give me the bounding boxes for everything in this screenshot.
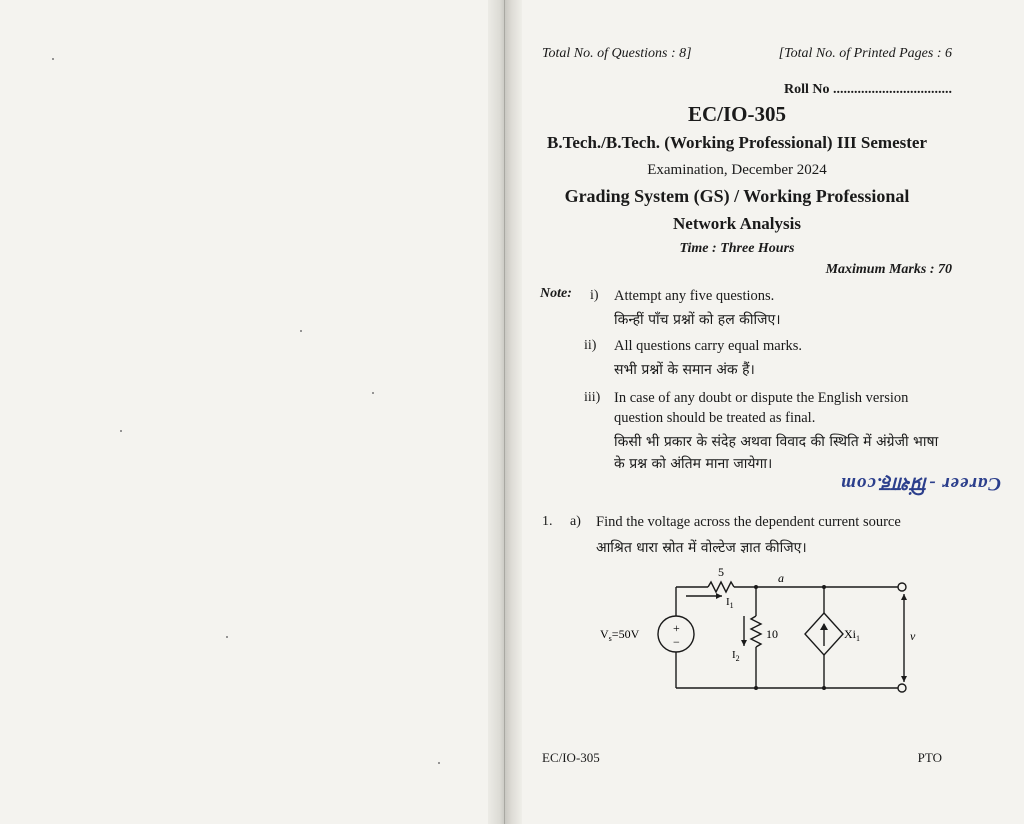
current-i2-label: $I_2$ bbox=[732, 649, 740, 663]
scan-speck bbox=[226, 636, 228, 638]
note-text-en: All questions carry equal marks. bbox=[614, 338, 803, 354]
question-number: 1. bbox=[542, 514, 553, 529]
note-number: ii) bbox=[584, 338, 597, 353]
total-questions: Total No. of Questions : 8] bbox=[542, 46, 692, 61]
course-title: B.Tech./B.Tech. (Working Professional) III Semester bbox=[547, 133, 927, 152]
note-label: Note: bbox=[540, 286, 572, 301]
exam-duration: Time : Three Hours bbox=[679, 241, 795, 256]
question-part: a) bbox=[570, 514, 581, 529]
node-a-label: a bbox=[778, 571, 784, 585]
total-pages: [Total No. of Printed Pages : 6 bbox=[778, 46, 952, 61]
note-number: iii) bbox=[584, 390, 601, 405]
ink-stamp: Career -प्रिंशाह.com bbox=[840, 473, 1002, 494]
note-text-en: In case of any doubt or dispute the English version bbox=[614, 390, 909, 406]
roll-no-label: Roll No .................................. bbox=[784, 82, 952, 97]
question-text-en: Find the voltage across the dependent current source bbox=[596, 514, 901, 530]
footer-paper-code: EC/IO-305 bbox=[542, 750, 600, 765]
note-text-en: question should be treated as final. bbox=[614, 410, 816, 426]
page-fold-shadow bbox=[488, 0, 522, 824]
page-fold-line bbox=[504, 0, 505, 824]
note-number: i) bbox=[590, 288, 599, 303]
voltage-v-label: v bbox=[910, 629, 916, 643]
subject-title: Network Analysis bbox=[673, 214, 801, 233]
paper-code: EC/IO-305 bbox=[687, 102, 786, 126]
examination-session: Examination, December 2024 bbox=[647, 162, 827, 178]
resistor-5-label: 5 bbox=[718, 565, 724, 579]
note-text-en: Attempt any five questions. bbox=[614, 288, 775, 304]
scan-speck bbox=[120, 430, 122, 432]
scan-speck bbox=[438, 762, 440, 764]
question-text-hi: आश्रित धारा स्रोत में वोल्टेज ज्ञात कीजिए। bbox=[596, 540, 807, 556]
scan-speck bbox=[52, 58, 54, 60]
dependent-source-label: $Xi_1$ bbox=[844, 627, 860, 643]
circuit-diagram bbox=[600, 560, 926, 700]
note-text-hi: के प्रश्न को अंतिम माना जायेगा। bbox=[614, 456, 773, 472]
grading-system: Grading System (GS) / Working Professional bbox=[564, 186, 910, 206]
maximum-marks: Maximum Marks : 70 bbox=[825, 262, 952, 277]
current-i1-label: $I_1$ bbox=[726, 596, 734, 610]
scan-speck bbox=[300, 330, 302, 332]
source-plus: + bbox=[673, 621, 680, 635]
resistor-10-label: 10 bbox=[766, 627, 778, 641]
voltage-source-label: $V_s=50V$ bbox=[600, 627, 640, 643]
note-text-hi: किन्हीं पाँच प्रश्नों को हल कीजिए। bbox=[614, 312, 781, 328]
exam-page bbox=[522, 0, 1024, 824]
source-minus: − bbox=[673, 635, 680, 649]
scan-speck bbox=[372, 392, 374, 394]
note-text-hi: किसी भी प्रकार के संदेह अथवा विवाद की स्थिति में अंग्रेजी भाषा bbox=[614, 434, 939, 450]
footer-pto: PTO bbox=[917, 750, 942, 765]
note-text-hi: सभी प्रश्नों के समान अंक हैं। bbox=[614, 362, 755, 378]
